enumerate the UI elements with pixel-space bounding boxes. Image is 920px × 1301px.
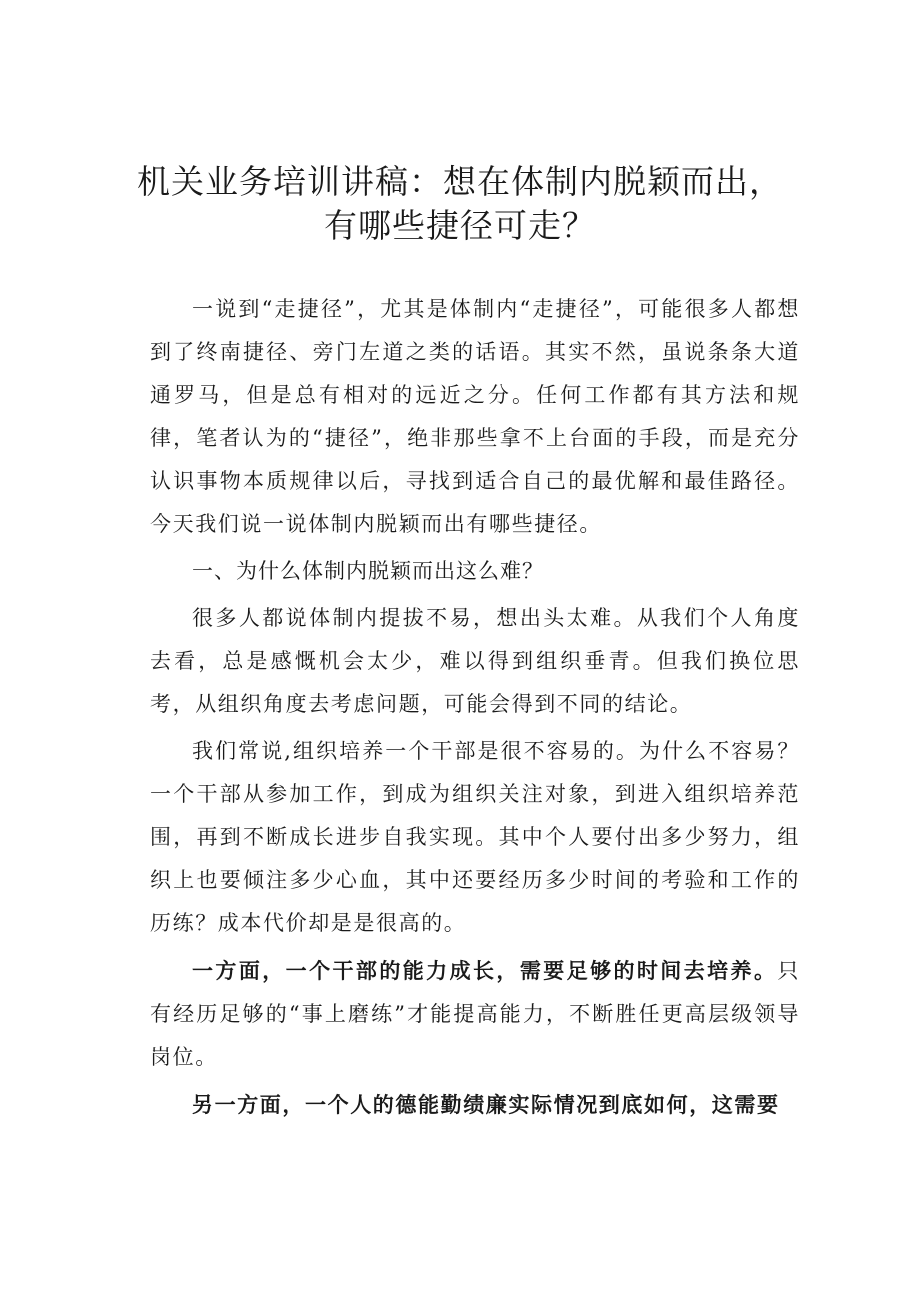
paragraph-intro: 一说到“走捷径”，尤其是体制内“走捷径”，可能很多人都想到了终南捷径、旁门左道之类的话语。其实不然，虽说条条大道通罗马，但是总有相对的远近之分。任何工作都有其方法和规律，笔者认为的“捷径”，绝非那些拿不上台面的手段，而是充分认识事物本质规律以后，寻找到适合自己的最优解和最佳路径。今天我们说一说体制内脱颖而出有哪些捷径。	[150, 297, 800, 536]
paragraph-ability-growth-lead: 一方面，一个干部的能力成长，需要足够的时间去培养。	[192, 958, 778, 983]
paragraph-virtue-assessment-lead: 另一方面，一个人的德能勤绩廉实际情况到底如何，这需要	[192, 1092, 780, 1117]
section-heading-1: 一、为什么体制内脱颖而出这么难？	[192, 559, 544, 583]
document-body	[150, 288, 800, 1127]
paragraph-virtue-assessment	[150, 1083, 800, 1127]
paragraph-ability-growth-rest: 只有经历足够的“事上磨练”才能提高能力，不断胜任更高层级领导岗位。	[150, 959, 800, 1069]
document-title-line-1: 机关业务培训讲稿：想在体制内脱颖而出，	[137, 162, 783, 201]
paragraph-cadre-training-cost: 我们常说,组织培养一个干部是很不容易的。为什么不容易？一个干部从参加工作，到成为组织关注对象，到进入组织培养范围，再到不断成长进步自我实现。其中个人要付出多少努力，组织上也要倾注多少心血，其中还要经历多少时间的考验和工作的历练？成本代价却是是很高的。	[150, 739, 800, 935]
paragraph-ability-growth	[150, 949, 800, 1079]
paragraph-promotion-difficulty: 很多人都说体制内提拔不易，想出头太难。从我们个人角度去看，总是感慨机会太少，难以得到组织垂青。但我们换位思考，从组织角度去考虑问题，可能会得到不同的结论。	[150, 606, 800, 716]
document-title-line-2: 有哪些捷径可走？	[324, 206, 596, 245]
